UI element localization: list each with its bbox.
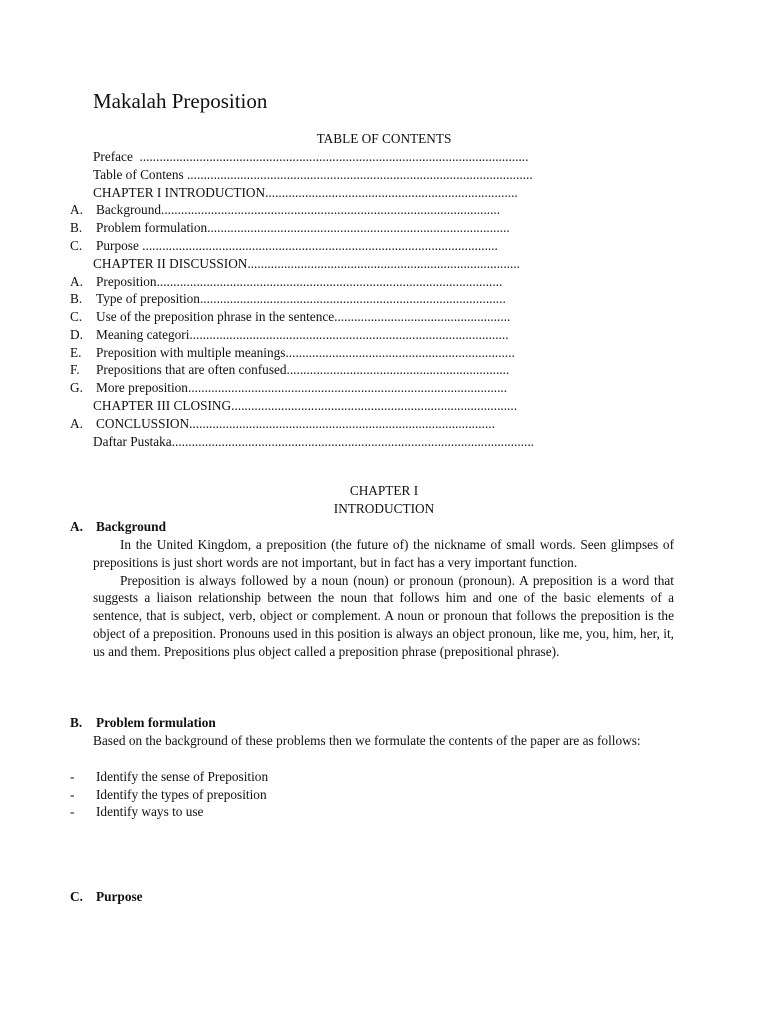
section-title: Problem formulation bbox=[96, 715, 216, 730]
list-item bbox=[70, 786, 267, 804]
section-heading-problem-formulation bbox=[70, 714, 216, 732]
toc-entry-text: Daftar Pustaka............................................................................................................. bbox=[93, 434, 534, 449]
section-title: Background bbox=[96, 519, 166, 534]
background-body bbox=[93, 536, 674, 661]
toc-entry bbox=[93, 255, 520, 273]
document-title: Makalah Preposition bbox=[93, 89, 268, 113]
toc-entry bbox=[70, 273, 502, 291]
toc-entry-text: More preposition................................................................................................ bbox=[96, 380, 508, 395]
toc-entry-text: Purpose ........................................................................................................... bbox=[96, 238, 498, 253]
toc-entry-text: Prepositions that are often confused................................................................... bbox=[96, 362, 510, 377]
toc-entry bbox=[93, 166, 533, 184]
toc-entry-text: Meaning categori................................................................................................ bbox=[96, 327, 509, 342]
toc-entry-marker: E. bbox=[70, 345, 82, 360]
list-item-text: Identify the types of preposition bbox=[96, 787, 267, 802]
toc-entry-marker: A. bbox=[70, 416, 83, 431]
toc-entry-marker: C. bbox=[70, 309, 83, 324]
toc-entry-text: Use of the preposition phrase in the sentence..................................................... bbox=[96, 309, 511, 324]
section-title: Purpose bbox=[96, 889, 143, 904]
toc-entry-marker: G. bbox=[70, 380, 83, 395]
toc-entry-text: Type of preposition............................................................................................ bbox=[96, 291, 506, 306]
toc-entry-text: CHAPTER III CLOSING...................................................................................... bbox=[93, 398, 518, 413]
toc-entry bbox=[70, 308, 510, 326]
toc-entry-marker: D. bbox=[70, 327, 83, 342]
chapter-label: CHAPTER I bbox=[349, 483, 419, 498]
toc-entry-text: CHAPTER I INTRODUCTION............................................................................ bbox=[93, 185, 518, 200]
toc-entry-text: CONCLUSSION............................................................................................ bbox=[96, 416, 495, 431]
toc-entry-text: CHAPTER II DISCUSSION.................................................................................. bbox=[93, 256, 520, 271]
body-paragraph: Preposition is always followed by a noun (noun) or pronoun (pronoun). A preposition is a word that suggests a liaison relationship between the noun that follows him and one of the basic elements of a sentence, that is subject, verb, object or complement. A noun or pronoun that follows the preposition is the object of a preposition. Pronouns used in this position is always an object pronoun, like me, you, him, her, it, us and them. Prepositions plus object called a preposition phrase (prepositional phrase). bbox=[93, 572, 674, 659]
bullet-marker: - bbox=[70, 787, 75, 802]
toc-entry-text: Preposition with multiple meanings..................................................................... bbox=[96, 345, 515, 360]
list-item bbox=[70, 768, 268, 786]
toc-entry-marker: A. bbox=[70, 202, 83, 217]
section-heading-purpose bbox=[70, 888, 143, 906]
bullet-marker: - bbox=[70, 804, 75, 819]
toc-entry-marker: F. bbox=[70, 362, 80, 377]
toc-entry-marker: A. bbox=[70, 274, 83, 289]
toc-entry-text: Preface ..................................................................................................................... bbox=[93, 149, 529, 164]
body-paragraph: In the United Kingdom, a preposition (the future of) the nickname of small words. Seen glimpses of prepositions is just short words are not important, but in fact has a very important function. bbox=[93, 537, 674, 570]
toc-entry bbox=[70, 415, 495, 433]
section-marker: A. bbox=[70, 519, 83, 534]
list-item-text: Identify ways to use bbox=[96, 804, 204, 819]
toc-entry bbox=[70, 237, 498, 255]
toc-entry bbox=[70, 344, 515, 362]
problem-formulation-intro: Based on the background of these problems then we formulate the contents of the paper are as follows: bbox=[93, 733, 641, 748]
toc-entry bbox=[70, 201, 500, 219]
toc-entry bbox=[93, 184, 518, 202]
toc-entry bbox=[93, 433, 534, 451]
chapter-title: INTRODUCTION bbox=[333, 501, 435, 516]
toc-entry-text: Preposition........................................................................................................ bbox=[96, 274, 503, 289]
toc-entry bbox=[70, 290, 506, 308]
bullet-marker: - bbox=[70, 769, 75, 784]
toc-entry bbox=[70, 326, 509, 344]
toc-entry bbox=[70, 379, 507, 397]
list-item bbox=[70, 803, 203, 821]
toc-entry bbox=[70, 361, 509, 379]
toc-entry bbox=[93, 148, 528, 166]
toc-entry bbox=[93, 397, 517, 415]
toc-entry-marker: B. bbox=[70, 220, 83, 235]
toc-entry-text: Table of Contens ........................................................................................................ bbox=[93, 167, 533, 182]
toc-heading: TABLE OF CONTENTS bbox=[316, 131, 452, 146]
toc-entry-text: Background...................................................................................................... bbox=[96, 202, 501, 217]
toc-entry bbox=[70, 219, 510, 237]
toc-entry-marker: B. bbox=[70, 291, 83, 306]
section-marker: C. bbox=[70, 889, 83, 904]
section-marker: B. bbox=[70, 715, 83, 730]
toc-entry-marker: C. bbox=[70, 238, 83, 253]
list-item-text: Identify the sense of Preposition bbox=[96, 769, 269, 784]
section-heading-background bbox=[70, 518, 166, 536]
toc-entry-text: Problem formulation........................................................................................... bbox=[96, 220, 510, 235]
